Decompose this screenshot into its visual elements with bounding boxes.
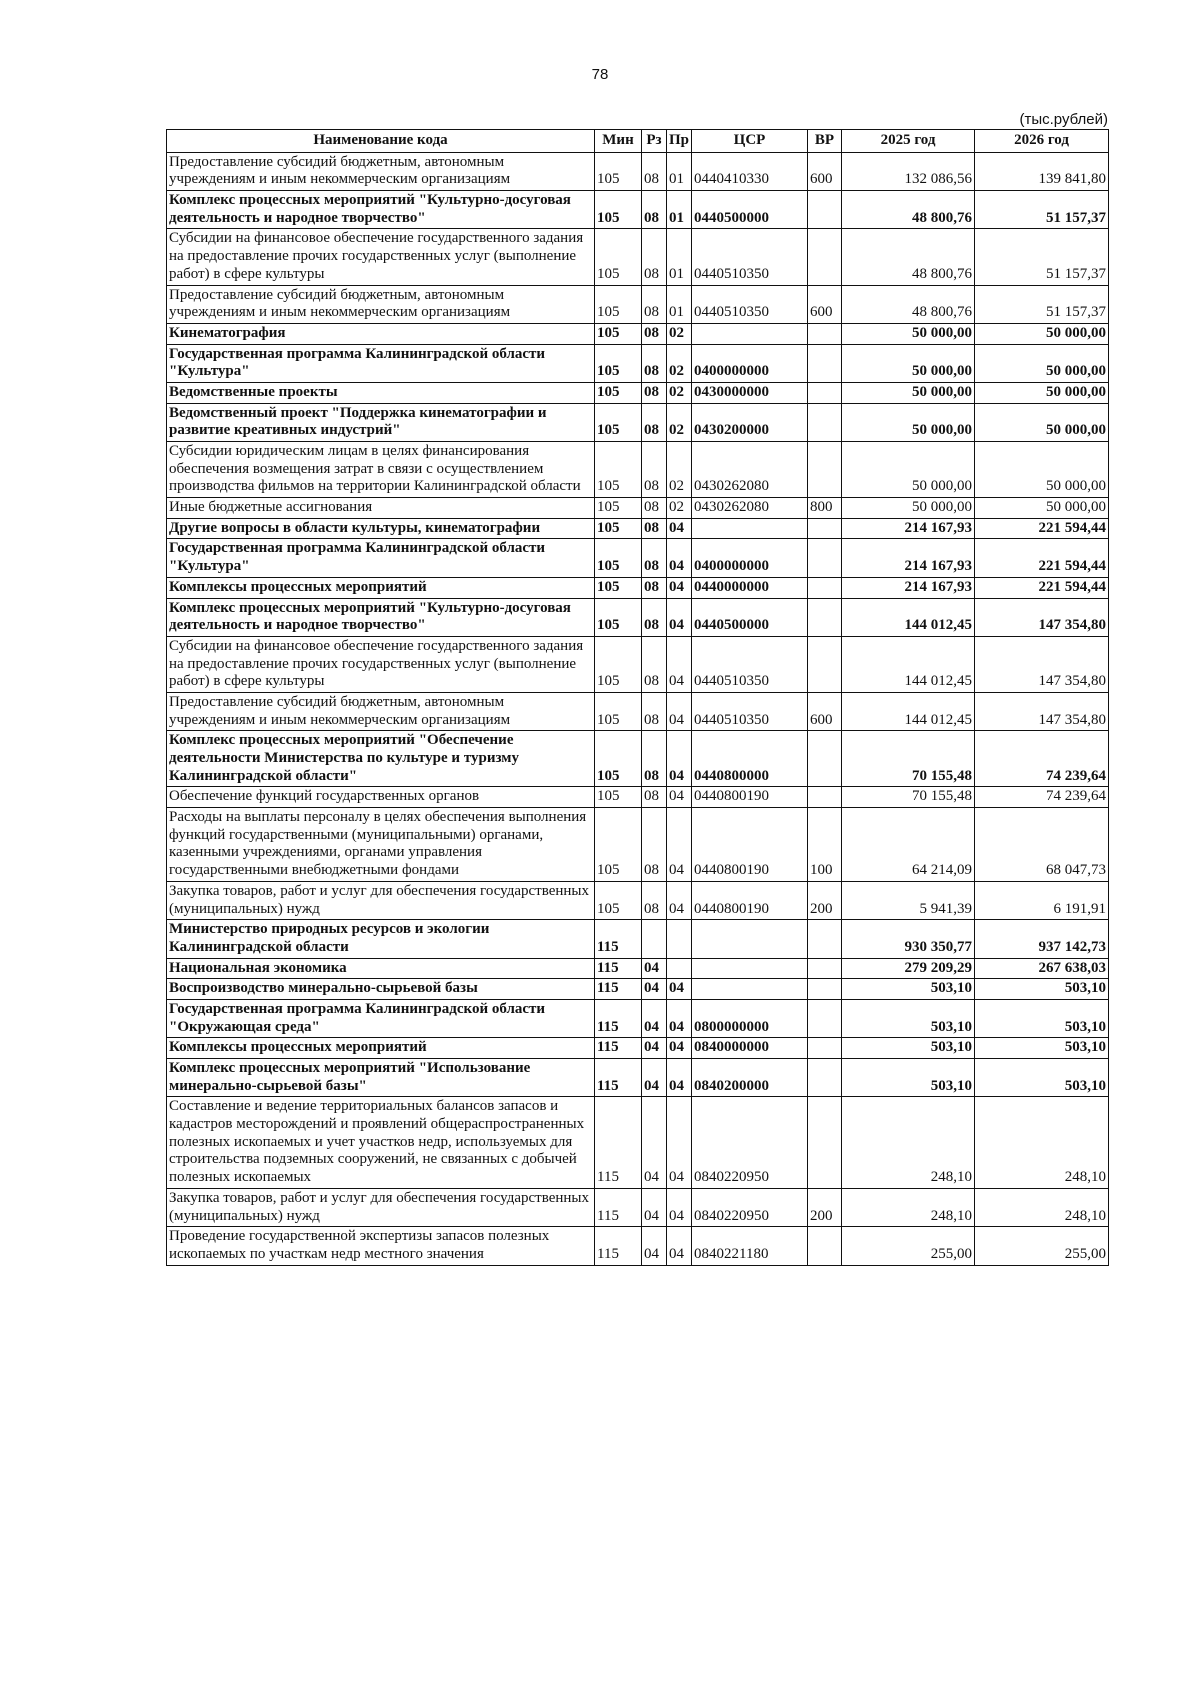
cell-csr: 0800000000	[692, 999, 808, 1037]
cell-min: 105	[595, 285, 642, 323]
table-row	[167, 229, 1109, 285]
cell-y2025: 279 209,29	[842, 958, 975, 979]
cell-vr	[808, 958, 842, 979]
cell-pr: 02	[667, 323, 692, 344]
table-row	[167, 344, 1109, 382]
cell-y2025: 144 012,45	[842, 598, 975, 636]
cell-min: 105	[595, 577, 642, 598]
cell-rz: 08	[642, 692, 667, 730]
cell-rz: 08	[642, 636, 667, 692]
cell-rz: 08	[642, 787, 667, 808]
cell-y2026: 221 594,44	[975, 577, 1109, 598]
cell-y2025: 930 350,77	[842, 920, 975, 958]
cell-rz: 08	[642, 403, 667, 441]
header-pr: Пр	[667, 130, 692, 153]
cell-vr	[808, 403, 842, 441]
cell-pr: 04	[667, 636, 692, 692]
cell-name: Предоставление субсидий бюджетным, автономным учреждениям и иным некоммерческим организациям	[167, 692, 595, 730]
cell-y2025: 214 167,93	[842, 518, 975, 539]
cell-pr: 04	[667, 787, 692, 808]
cell-y2025: 255,00	[842, 1227, 975, 1265]
header-csr: ЦСР	[692, 130, 808, 153]
cell-y2026: 68 047,73	[975, 808, 1109, 882]
table-row	[167, 285, 1109, 323]
cell-pr: 02	[667, 403, 692, 441]
cell-rz: 08	[642, 191, 667, 229]
cell-min: 115	[595, 1097, 642, 1188]
cell-y2025: 214 167,93	[842, 577, 975, 598]
cell-min: 105	[595, 539, 642, 577]
table-row	[167, 787, 1109, 808]
cell-y2026: 6 191,91	[975, 881, 1109, 919]
cell-min: 105	[595, 442, 642, 498]
cell-pr: 04	[667, 539, 692, 577]
cell-min: 105	[595, 881, 642, 919]
cell-y2026: 937 142,73	[975, 920, 1109, 958]
header-2026: 2026 год	[975, 130, 1109, 153]
cell-min: 105	[595, 323, 642, 344]
cell-csr: 0440510350	[692, 636, 808, 692]
table-row	[167, 881, 1109, 919]
cell-name: Субсидии на финансовое обеспечение государственного задания на предоставление прочих государственных услуг (выполнение работ) в сфере культуры	[167, 636, 595, 692]
table-row	[167, 442, 1109, 498]
cell-vr	[808, 598, 842, 636]
cell-name: Комплексы процессных мероприятий	[167, 1038, 595, 1059]
cell-vr	[808, 1059, 842, 1097]
cell-rz: 08	[642, 442, 667, 498]
cell-y2025: 248,10	[842, 1097, 975, 1188]
table-row	[167, 808, 1109, 882]
cell-pr: 04	[667, 692, 692, 730]
cell-name: Предоставление субсидий бюджетным, автономным учреждениям и иным некоммерческим организациям	[167, 285, 595, 323]
cell-csr	[692, 979, 808, 1000]
cell-pr: 04	[667, 598, 692, 636]
cell-y2026: 51 157,37	[975, 191, 1109, 229]
cell-csr: 0440800190	[692, 808, 808, 882]
cell-y2026: 503,10	[975, 1059, 1109, 1097]
header-vr: ВР	[808, 130, 842, 153]
cell-vr	[808, 518, 842, 539]
cell-y2026: 503,10	[975, 999, 1109, 1037]
cell-pr: 04	[667, 1227, 692, 1265]
cell-y2025: 64 214,09	[842, 808, 975, 882]
cell-vr	[808, 323, 842, 344]
cell-min: 115	[595, 1038, 642, 1059]
table-row	[167, 979, 1109, 1000]
cell-csr: 0440800190	[692, 881, 808, 919]
cell-y2026: 147 354,80	[975, 636, 1109, 692]
cell-csr: 0440500000	[692, 191, 808, 229]
cell-pr	[667, 920, 692, 958]
cell-y2025: 50 000,00	[842, 344, 975, 382]
cell-rz: 08	[642, 808, 667, 882]
cell-pr: 02	[667, 442, 692, 498]
cell-name: Комплекс процессных мероприятий "Культурно-досуговая деятельность и народное творчество"	[167, 598, 595, 636]
cell-y2026: 255,00	[975, 1227, 1109, 1265]
cell-rz: 08	[642, 344, 667, 382]
cell-y2025: 503,10	[842, 1038, 975, 1059]
cell-y2025: 132 086,56	[842, 152, 975, 190]
cell-vr	[808, 442, 842, 498]
cell-vr	[808, 344, 842, 382]
cell-rz: 04	[642, 979, 667, 1000]
cell-vr	[808, 999, 842, 1037]
cell-pr: 01	[667, 152, 692, 190]
cell-csr: 0440510350	[692, 285, 808, 323]
cell-csr: 0840000000	[692, 1038, 808, 1059]
cell-csr: 0840200000	[692, 1059, 808, 1097]
table-row	[167, 958, 1109, 979]
cell-name: Ведомственные проекты	[167, 382, 595, 403]
table-row	[167, 731, 1109, 787]
table-row	[167, 323, 1109, 344]
cell-name: Воспроизводство минерально-сырьевой базы	[167, 979, 595, 1000]
cell-csr: 0400000000	[692, 344, 808, 382]
cell-pr: 01	[667, 191, 692, 229]
table-row	[167, 382, 1109, 403]
cell-csr: 0430262080	[692, 442, 808, 498]
cell-rz: 08	[642, 881, 667, 919]
cell-name: Государственная программа Калининградской области "Окружающая среда"	[167, 999, 595, 1037]
cell-name: Расходы на выплаты персоналу в целях обеспечения выполнения функций государственными (муниципальными) органами, казенными учреждениями, органами управления государственными внебюджетными фондами	[167, 808, 595, 882]
cell-pr: 04	[667, 1097, 692, 1188]
cell-vr	[808, 577, 842, 598]
header-rz: Рз	[642, 130, 667, 153]
header-name: Наименование кода	[167, 130, 595, 153]
cell-rz: 08	[642, 152, 667, 190]
cell-min: 105	[595, 808, 642, 882]
cell-csr: 0430000000	[692, 382, 808, 403]
cell-vr: 600	[808, 285, 842, 323]
cell-y2026: 74 239,64	[975, 731, 1109, 787]
table-row	[167, 1188, 1109, 1226]
cell-pr: 01	[667, 229, 692, 285]
cell-csr: 0440510350	[692, 692, 808, 730]
cell-name: Комплексы процессных мероприятий	[167, 577, 595, 598]
cell-vr: 100	[808, 808, 842, 882]
table-row	[167, 920, 1109, 958]
cell-rz: 04	[642, 1059, 667, 1097]
cell-csr: 0440510350	[692, 229, 808, 285]
cell-y2026: 50 000,00	[975, 382, 1109, 403]
cell-y2025: 70 155,48	[842, 787, 975, 808]
cell-name: Составление и ведение территориальных балансов запасов и кадастров месторождений и проявлений общераспространенных полезных ископаемых и учет участков недр, используемых для строительства подземных сооружений, не связанных с добычей полезных ископаемых	[167, 1097, 595, 1188]
cell-vr	[808, 382, 842, 403]
cell-y2026: 221 594,44	[975, 518, 1109, 539]
cell-csr: 0440800000	[692, 731, 808, 787]
cell-vr	[808, 636, 842, 692]
cell-y2026: 51 157,37	[975, 229, 1109, 285]
cell-name: Закупка товаров, работ и услуг для обеспечения государственных (муниципальных) нужд	[167, 1188, 595, 1226]
cell-csr: 0840221180	[692, 1227, 808, 1265]
cell-name: Обеспечение функций государственных органов	[167, 787, 595, 808]
cell-rz: 08	[642, 498, 667, 519]
cell-min: 105	[595, 344, 642, 382]
cell-rz: 04	[642, 999, 667, 1037]
cell-rz: 04	[642, 958, 667, 979]
cell-pr: 02	[667, 498, 692, 519]
cell-min: 115	[595, 920, 642, 958]
cell-csr: 0440000000	[692, 577, 808, 598]
cell-y2025: 50 000,00	[842, 323, 975, 344]
cell-min: 105	[595, 403, 642, 441]
header-2025: 2025 год	[842, 130, 975, 153]
cell-rz: 04	[642, 1227, 667, 1265]
cell-pr: 02	[667, 344, 692, 382]
cell-csr: 0440410330	[692, 152, 808, 190]
cell-name: Закупка товаров, работ и услуг для обеспечения государственных (муниципальных) нужд	[167, 881, 595, 919]
cell-y2026: 139 841,80	[975, 152, 1109, 190]
cell-y2025: 48 800,76	[842, 285, 975, 323]
cell-vr: 200	[808, 1188, 842, 1226]
table-row	[167, 1059, 1109, 1097]
table-row	[167, 1097, 1109, 1188]
table-row	[167, 518, 1109, 539]
cell-vr	[808, 920, 842, 958]
cell-y2025: 70 155,48	[842, 731, 975, 787]
cell-min: 105	[595, 498, 642, 519]
cell-rz: 08	[642, 323, 667, 344]
table-row	[167, 999, 1109, 1037]
cell-vr	[808, 979, 842, 1000]
cell-vr	[808, 1038, 842, 1059]
cell-y2026: 147 354,80	[975, 692, 1109, 730]
cell-min: 105	[595, 692, 642, 730]
cell-min: 105	[595, 191, 642, 229]
cell-y2026: 50 000,00	[975, 498, 1109, 519]
cell-y2025: 144 012,45	[842, 636, 975, 692]
cell-csr: 0400000000	[692, 539, 808, 577]
cell-pr: 04	[667, 881, 692, 919]
cell-name: Ведомственный проект "Поддержка кинематографии и развитие креативных индустрий"	[167, 403, 595, 441]
cell-csr: 0440500000	[692, 598, 808, 636]
cell-y2026: 50 000,00	[975, 323, 1109, 344]
cell-csr: 0840220950	[692, 1188, 808, 1226]
cell-min: 115	[595, 1059, 642, 1097]
cell-y2025: 48 800,76	[842, 229, 975, 285]
cell-rz: 04	[642, 1188, 667, 1226]
cell-name: Другие вопросы в области культуры, кинематографии	[167, 518, 595, 539]
table-row	[167, 636, 1109, 692]
cell-vr	[808, 787, 842, 808]
cell-min: 115	[595, 979, 642, 1000]
cell-y2025: 50 000,00	[842, 498, 975, 519]
cell-y2025: 144 012,45	[842, 692, 975, 730]
cell-rz: 04	[642, 1038, 667, 1059]
cell-vr	[808, 229, 842, 285]
cell-y2025: 248,10	[842, 1188, 975, 1226]
cell-y2026: 248,10	[975, 1188, 1109, 1226]
cell-min: 115	[595, 1227, 642, 1265]
cell-pr: 04	[667, 1188, 692, 1226]
table-row	[167, 598, 1109, 636]
cell-vr: 600	[808, 152, 842, 190]
cell-name: Предоставление субсидий бюджетным, автономным учреждениям и иным некоммерческим организациям	[167, 152, 595, 190]
cell-vr	[808, 1097, 842, 1188]
cell-name: Национальная экономика	[167, 958, 595, 979]
cell-rz: 08	[642, 731, 667, 787]
cell-y2026: 267 638,03	[975, 958, 1109, 979]
table-row	[167, 539, 1109, 577]
cell-name: Кинематография	[167, 323, 595, 344]
cell-y2026: 51 157,37	[975, 285, 1109, 323]
cell-rz: 08	[642, 577, 667, 598]
cell-pr: 01	[667, 285, 692, 323]
cell-vr	[808, 191, 842, 229]
cell-name: Комплекс процессных мероприятий "Культурно-досуговая деятельность и народное творчество"	[167, 191, 595, 229]
table-row	[167, 152, 1109, 190]
cell-y2025: 50 000,00	[842, 442, 975, 498]
cell-name: Субсидии на финансовое обеспечение государственного задания на предоставление прочих государственных услуг (выполнение работ) в сфере культуры	[167, 229, 595, 285]
cell-y2026: 248,10	[975, 1097, 1109, 1188]
cell-csr	[692, 323, 808, 344]
cell-csr: 0440800190	[692, 787, 808, 808]
cell-name: Иные бюджетные ассигнования	[167, 498, 595, 519]
cell-min: 105	[595, 598, 642, 636]
table-row	[167, 1227, 1109, 1265]
table-body	[167, 152, 1109, 1265]
header-min: Мин	[595, 130, 642, 153]
cell-name: Субсидии юридическим лицам в целях финансирования обеспечения возмещения затрат в связи с осуществлением производства фильмов на территории Калининградской области	[167, 442, 595, 498]
cell-csr: 0430262080	[692, 498, 808, 519]
cell-name: Проведение государственной экспертизы запасов полезных ископаемых по участкам недр местного значения	[167, 1227, 595, 1265]
cell-y2025: 503,10	[842, 1059, 975, 1097]
cell-rz: 08	[642, 539, 667, 577]
table-row	[167, 692, 1109, 730]
cell-pr: 02	[667, 382, 692, 403]
cell-y2026: 503,10	[975, 1038, 1109, 1059]
cell-y2026: 221 594,44	[975, 539, 1109, 577]
cell-min: 115	[595, 958, 642, 979]
cell-csr	[692, 958, 808, 979]
cell-rz: 04	[642, 1097, 667, 1188]
cell-min: 115	[595, 1188, 642, 1226]
cell-min: 105	[595, 229, 642, 285]
cell-rz	[642, 920, 667, 958]
cell-vr: 800	[808, 498, 842, 519]
cell-y2025: 214 167,93	[842, 539, 975, 577]
cell-y2025: 503,10	[842, 999, 975, 1037]
cell-name: Комплекс процессных мероприятий "Обеспечение деятельности Министерства по культуре и туризму Калининградской области"	[167, 731, 595, 787]
cell-y2026: 50 000,00	[975, 442, 1109, 498]
units-label: (тыс.рублей)	[1019, 111, 1108, 128]
cell-y2026: 50 000,00	[975, 403, 1109, 441]
table-row	[167, 403, 1109, 441]
cell-min: 105	[595, 382, 642, 403]
cell-vr: 200	[808, 881, 842, 919]
cell-y2026: 74 239,64	[975, 787, 1109, 808]
cell-rz: 08	[642, 518, 667, 539]
table-row	[167, 498, 1109, 519]
cell-y2025: 50 000,00	[842, 403, 975, 441]
cell-pr: 04	[667, 731, 692, 787]
cell-rz: 08	[642, 285, 667, 323]
cell-pr: 04	[667, 1038, 692, 1059]
cell-name: Комплекс процессных мероприятий "Использование минерально-сырьевой базы"	[167, 1059, 595, 1097]
cell-vr	[808, 539, 842, 577]
table-header-row	[167, 130, 1109, 153]
cell-rz: 08	[642, 229, 667, 285]
table-row	[167, 577, 1109, 598]
cell-min: 105	[595, 731, 642, 787]
cell-y2026: 147 354,80	[975, 598, 1109, 636]
cell-y2025: 48 800,76	[842, 191, 975, 229]
cell-y2025: 50 000,00	[842, 382, 975, 403]
cell-pr: 04	[667, 808, 692, 882]
cell-pr: 04	[667, 518, 692, 539]
cell-name: Министерство природных ресурсов и экологии Калининградской области	[167, 920, 595, 958]
cell-min: 115	[595, 999, 642, 1037]
cell-name: Государственная программа Калининградской области "Культура"	[167, 539, 595, 577]
cell-min: 105	[595, 518, 642, 539]
page-number: 78	[591, 66, 609, 83]
cell-rz: 08	[642, 598, 667, 636]
cell-name: Государственная программа Калининградской области "Культура"	[167, 344, 595, 382]
cell-min: 105	[595, 787, 642, 808]
cell-csr	[692, 518, 808, 539]
table-row	[167, 191, 1109, 229]
cell-pr: 04	[667, 999, 692, 1037]
cell-y2025: 5 941,39	[842, 881, 975, 919]
cell-pr: 04	[667, 577, 692, 598]
cell-y2025: 503,10	[842, 979, 975, 1000]
cell-csr: 0430200000	[692, 403, 808, 441]
cell-pr: 04	[667, 1059, 692, 1097]
cell-pr	[667, 958, 692, 979]
cell-vr: 600	[808, 692, 842, 730]
cell-vr	[808, 731, 842, 787]
cell-csr	[692, 920, 808, 958]
budget-table	[166, 129, 1109, 1266]
cell-pr: 04	[667, 979, 692, 1000]
cell-min: 105	[595, 636, 642, 692]
cell-min: 105	[595, 152, 642, 190]
cell-vr	[808, 1227, 842, 1265]
cell-y2026: 50 000,00	[975, 344, 1109, 382]
table-row	[167, 1038, 1109, 1059]
cell-y2026: 503,10	[975, 979, 1109, 1000]
cell-csr: 0840220950	[692, 1097, 808, 1188]
cell-rz: 08	[642, 382, 667, 403]
